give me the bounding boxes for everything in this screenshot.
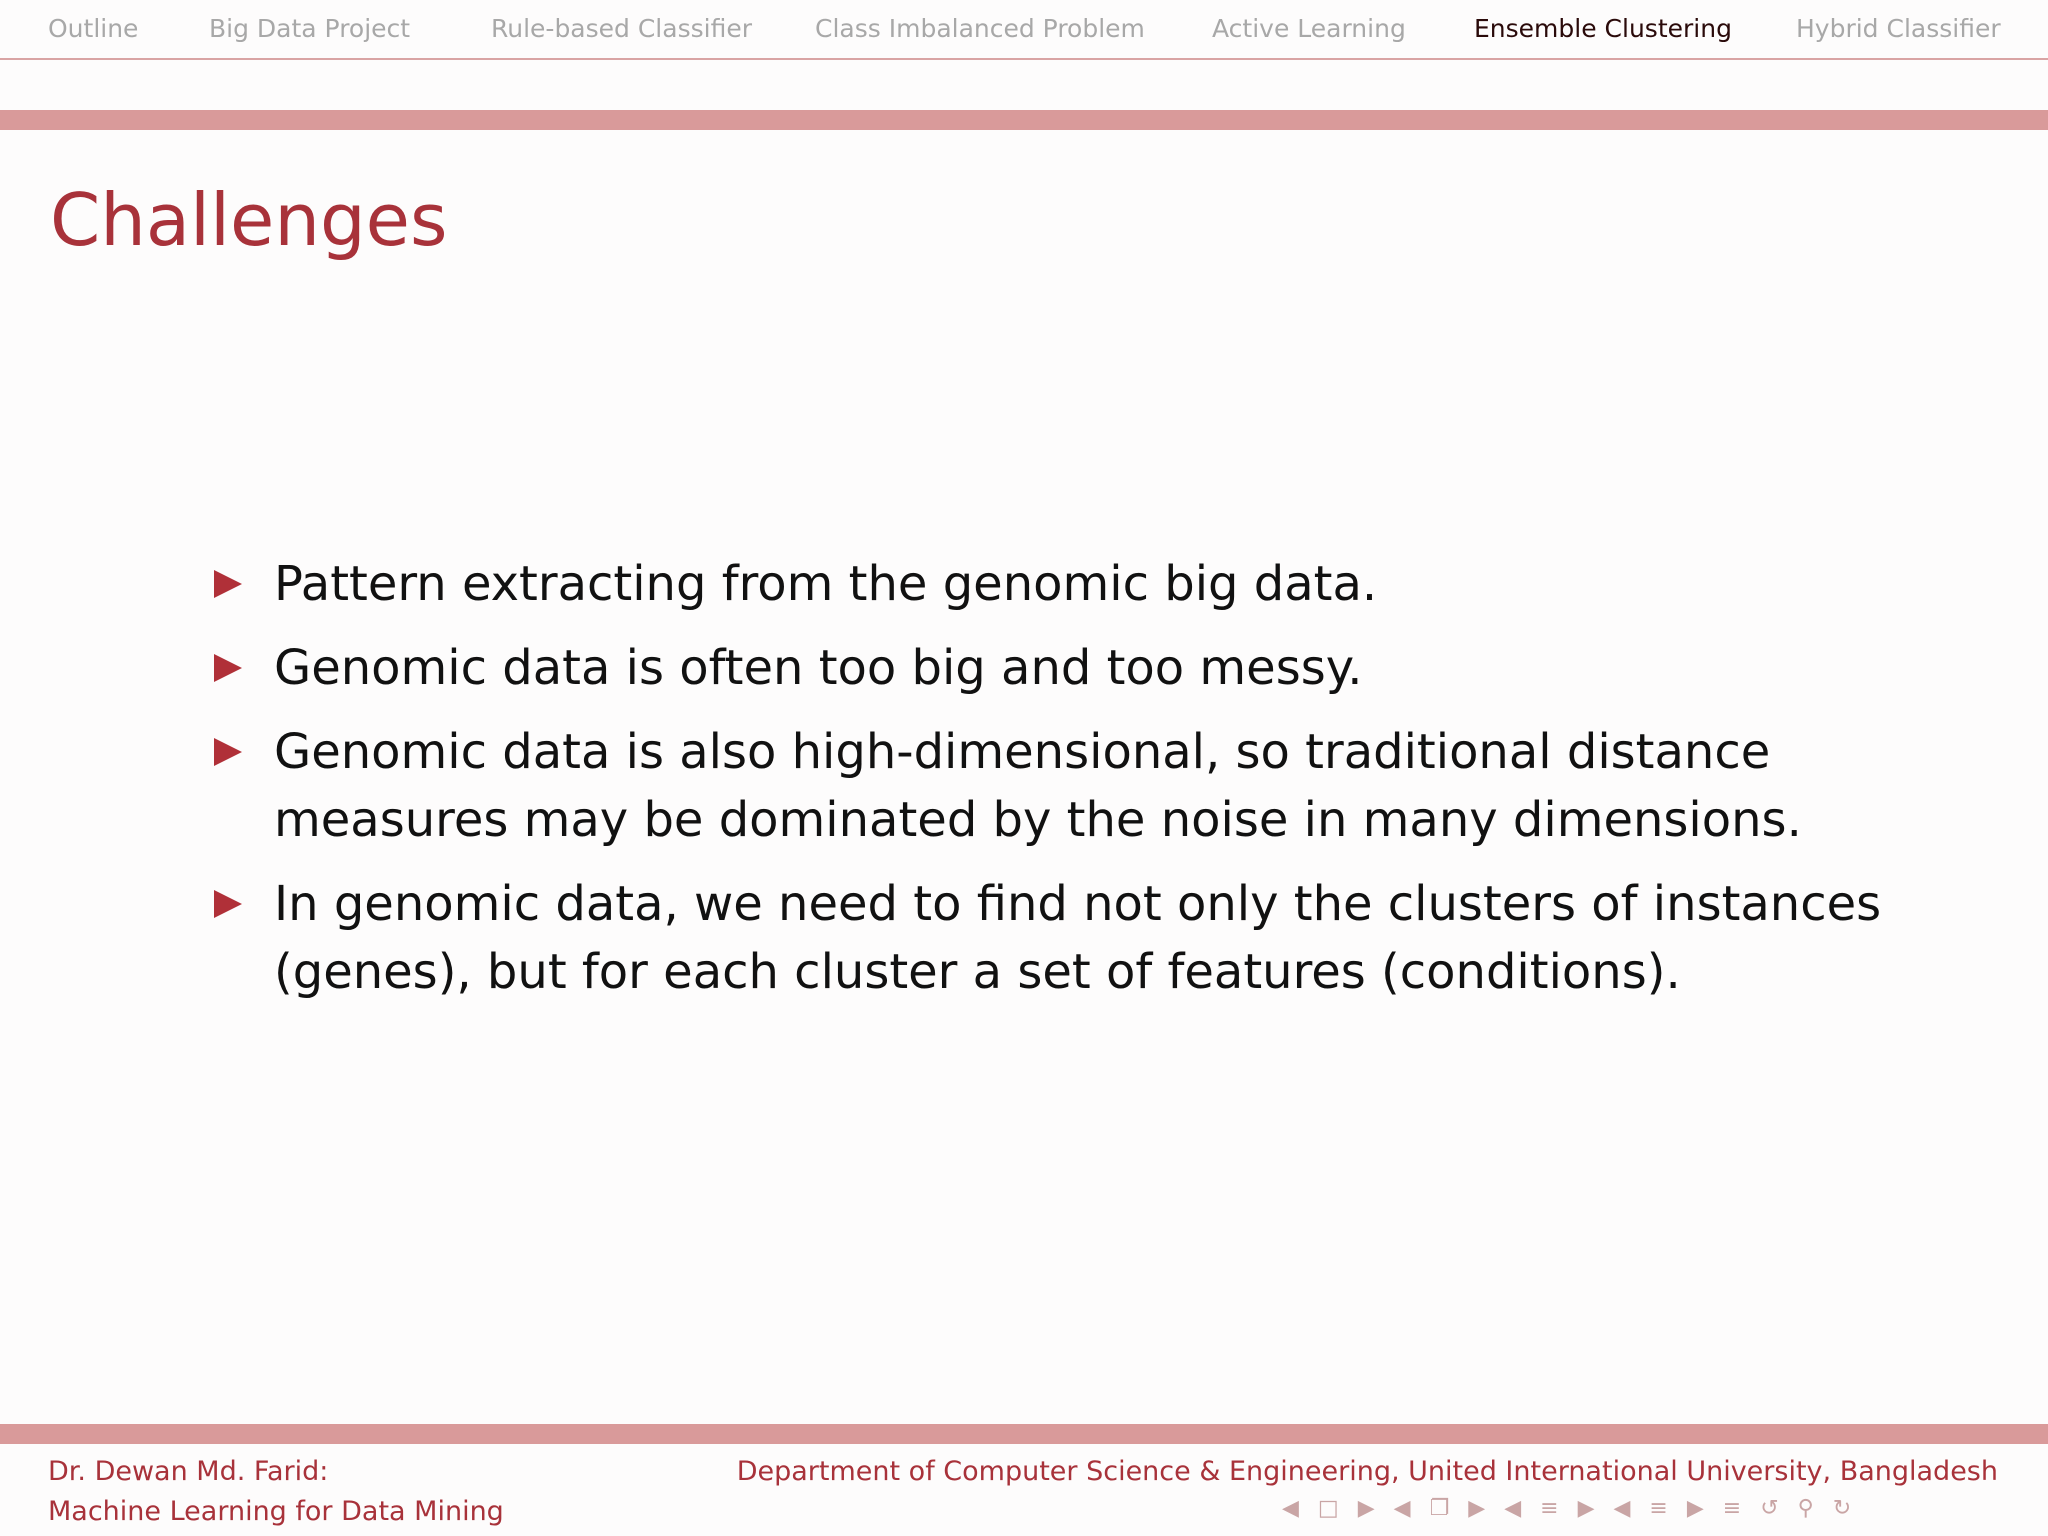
nav-big-data-project[interactable]: Big Data Project bbox=[209, 14, 411, 43]
next-section-icon[interactable]: ▶ bbox=[1577, 1496, 1595, 1521]
bullet-3-line-1: Genomic data is also high-dimensional, so traditional distance bbox=[274, 724, 1771, 780]
bullet-marker-icon bbox=[214, 570, 242, 598]
bullet-marker-icon bbox=[214, 654, 242, 682]
slide-frame-icon[interactable]: □ bbox=[1317, 1496, 1339, 1521]
nav-active-learning[interactable]: Active Learning bbox=[1212, 14, 1406, 43]
nav-outline[interactable]: Outline bbox=[48, 14, 139, 43]
footer-author: Dr. Dewan Md. Farid: bbox=[48, 1456, 329, 1487]
nav-rule-based-classifier[interactable]: Rule-based Classifier bbox=[491, 14, 752, 43]
slide-title: Challenges bbox=[50, 178, 448, 262]
section-icon[interactable]: ≡ bbox=[1540, 1496, 1559, 1521]
nav-hybrid-classifier[interactable]: Hybrid Classifier bbox=[1796, 14, 2001, 43]
search-icon[interactable]: ⚲ bbox=[1797, 1496, 1814, 1521]
undo-icon[interactable]: ↺ bbox=[1760, 1496, 1779, 1521]
footer-affiliation: Department of Computer Science & Engineering, United International University, Bangladesh bbox=[736, 1456, 1998, 1487]
prev-part-icon[interactable]: ◀ bbox=[1613, 1496, 1631, 1521]
prev-slide-icon[interactable]: ◀ bbox=[1282, 1496, 1299, 1521]
bullet-4-line-1: In genomic data, we need to find not only the clusters of instances bbox=[274, 876, 1882, 932]
beamer-navigation-controls bbox=[1282, 1496, 1863, 1524]
next-slide-icon[interactable]: ▶ bbox=[1357, 1496, 1375, 1521]
bullet-3-line-2: measures may be dominated by the noise in many dimensions. bbox=[274, 792, 1802, 848]
subsection-icon[interactable]: ❐ bbox=[1429, 1496, 1450, 1521]
next-part-icon[interactable]: ▶ bbox=[1686, 1496, 1704, 1521]
part-icon[interactable]: ≡ bbox=[1649, 1496, 1668, 1521]
prev-section-icon[interactable]: ◀ bbox=[1504, 1496, 1522, 1521]
bullet-2-line-1: Genomic data is often too big and too messy. bbox=[274, 640, 1363, 696]
nav-class-imbalanced-problem[interactable]: Class Imbalanced Problem bbox=[815, 14, 1145, 43]
next-subsection-icon[interactable]: ▶ bbox=[1468, 1496, 1486, 1521]
nav-ensemble-clustering[interactable]: Ensemble Clustering bbox=[1474, 14, 1732, 43]
bullet-marker-icon bbox=[214, 890, 242, 918]
bullet-marker-icon bbox=[214, 738, 242, 766]
redo-icon[interactable]: ↻ bbox=[1832, 1496, 1852, 1521]
bullet-4-line-2: (genes), but for each cluster a set of features (conditions). bbox=[274, 944, 1681, 1000]
bullet-1-line-1: Pattern extracting from the genomic big data. bbox=[274, 556, 1378, 612]
footer-course: Machine Learning for Data Mining bbox=[48, 1496, 504, 1527]
prev-subsection-icon[interactable]: ◀ bbox=[1393, 1496, 1411, 1521]
document-icon[interactable]: ≡ bbox=[1722, 1496, 1742, 1521]
footer-band bbox=[0, 1424, 2048, 1444]
